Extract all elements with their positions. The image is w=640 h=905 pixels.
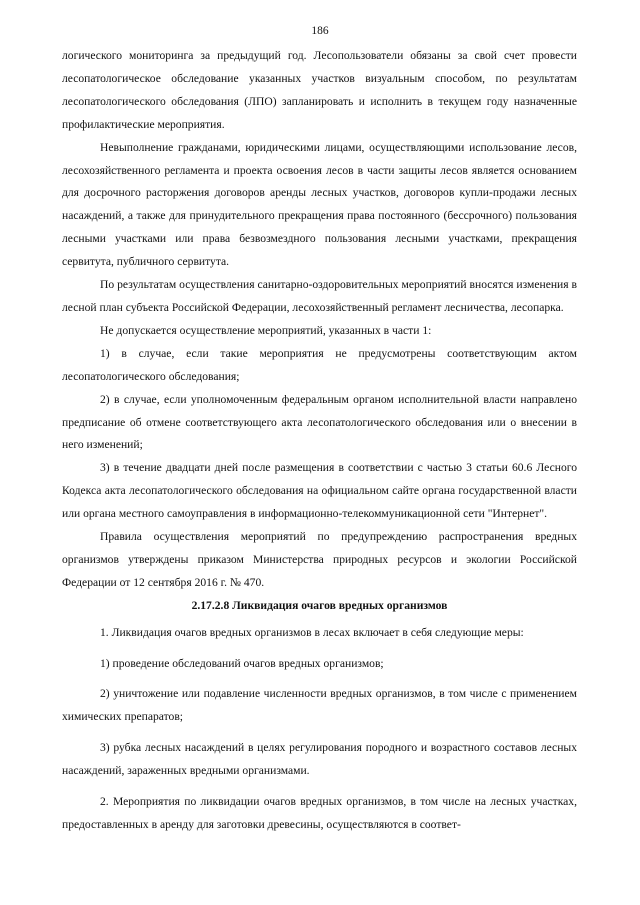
section-heading: 2.17.2.8 Ликвидация очагов вредных организмов — [191, 598, 448, 612]
list-item-measure-2: 2) уничтожение или подавление численности вредных организмов, в том числе с применением химических препаратов; — [62, 687, 577, 724]
list-item-measure-1: 1) проведение обследований очагов вредных организмов; — [100, 656, 384, 670]
paragraph-liquidation: 2. Мероприятия по ликвидации очагов вредных организмов, в том числе на лесных участках, предоставленных в аренду для заготовки древесины, осуществляются в соответ- — [62, 795, 577, 831]
document-body — [62, 45, 577, 837]
paragraph-restrictions-intro: Не допускается осуществление мероприятий, указанных в части 1: — [100, 323, 432, 337]
list-item-restriction-3: 3) в течение двадцати дней после размещения в соответствии с частью 3 статьи 60.6 Лесного Кодекса акта лесопатологического обследования на официальном сайте органа государственной власти или органа местного самоуправления в информационно-телекоммуникационной сети "Интернет". — [62, 461, 577, 521]
page-number: 186 — [311, 25, 329, 37]
paragraph-measures-intro: 1. Ликвидация очагов вредных организмов в лесах включает в себя следующие меры: — [100, 625, 524, 639]
list-item-restriction-2: 2) в случае, если уполномоченным федеральным органом исполнительной власти направлено предписание об отмене соответствующего акта лесопатологического обследования или о внесении в него изменений; — [62, 392, 577, 452]
paragraph-continuation: логического мониторинга за предыдущий год. Лесопользователи обязаны за свой счет провести лесопатологическое обследование указанных участков визуальным способом, по результатам лесопатологического обследования (ЛПО) запланировать и исполнить в текущем году назначенные профилактические мероприятия. — [62, 49, 577, 131]
list-item-measure-3: 3) рубка лесных насаждений в целях регулирования породного и возрастного составов лесных насаждений, зараженных вредными организмами. — [62, 741, 577, 778]
paragraph-noncompliance: Невыполнение гражданами, юридическими лицами, осуществляющими использование лесов, лесохозяйственного регламента и проекта освоения лесов в части защиты лесов является основанием для досрочного расторжения договоров аренды лесных участков, договоров купли-продажи лесных насаждений, а также для принудительного прекращения права постоянного (бессрочного) пользования лесными участками или права безвозмездного пользования лесными участками, прекращения сервитута, публичного сервитута. — [62, 140, 577, 269]
paragraph-rules: Правила осуществления мероприятий по предупреждению распространения вредных организмов утверждены приказом Министерства природных ресурсов и экологии Российской Федерации от 12 сентября 2016 г. № 470. — [62, 530, 577, 589]
paragraph-results: По результатам осуществления санитарно-оздоровительных мероприятий вносятся изменения в лесной план субъекта Российской Федерации, лесохозяйственный регламент лесничества, лесопарка. — [62, 278, 577, 314]
list-item-restriction-1: 1) в случае, если такие мероприятия не предусмотрены соответствующим актом лесопатологического обследования; — [62, 346, 577, 383]
